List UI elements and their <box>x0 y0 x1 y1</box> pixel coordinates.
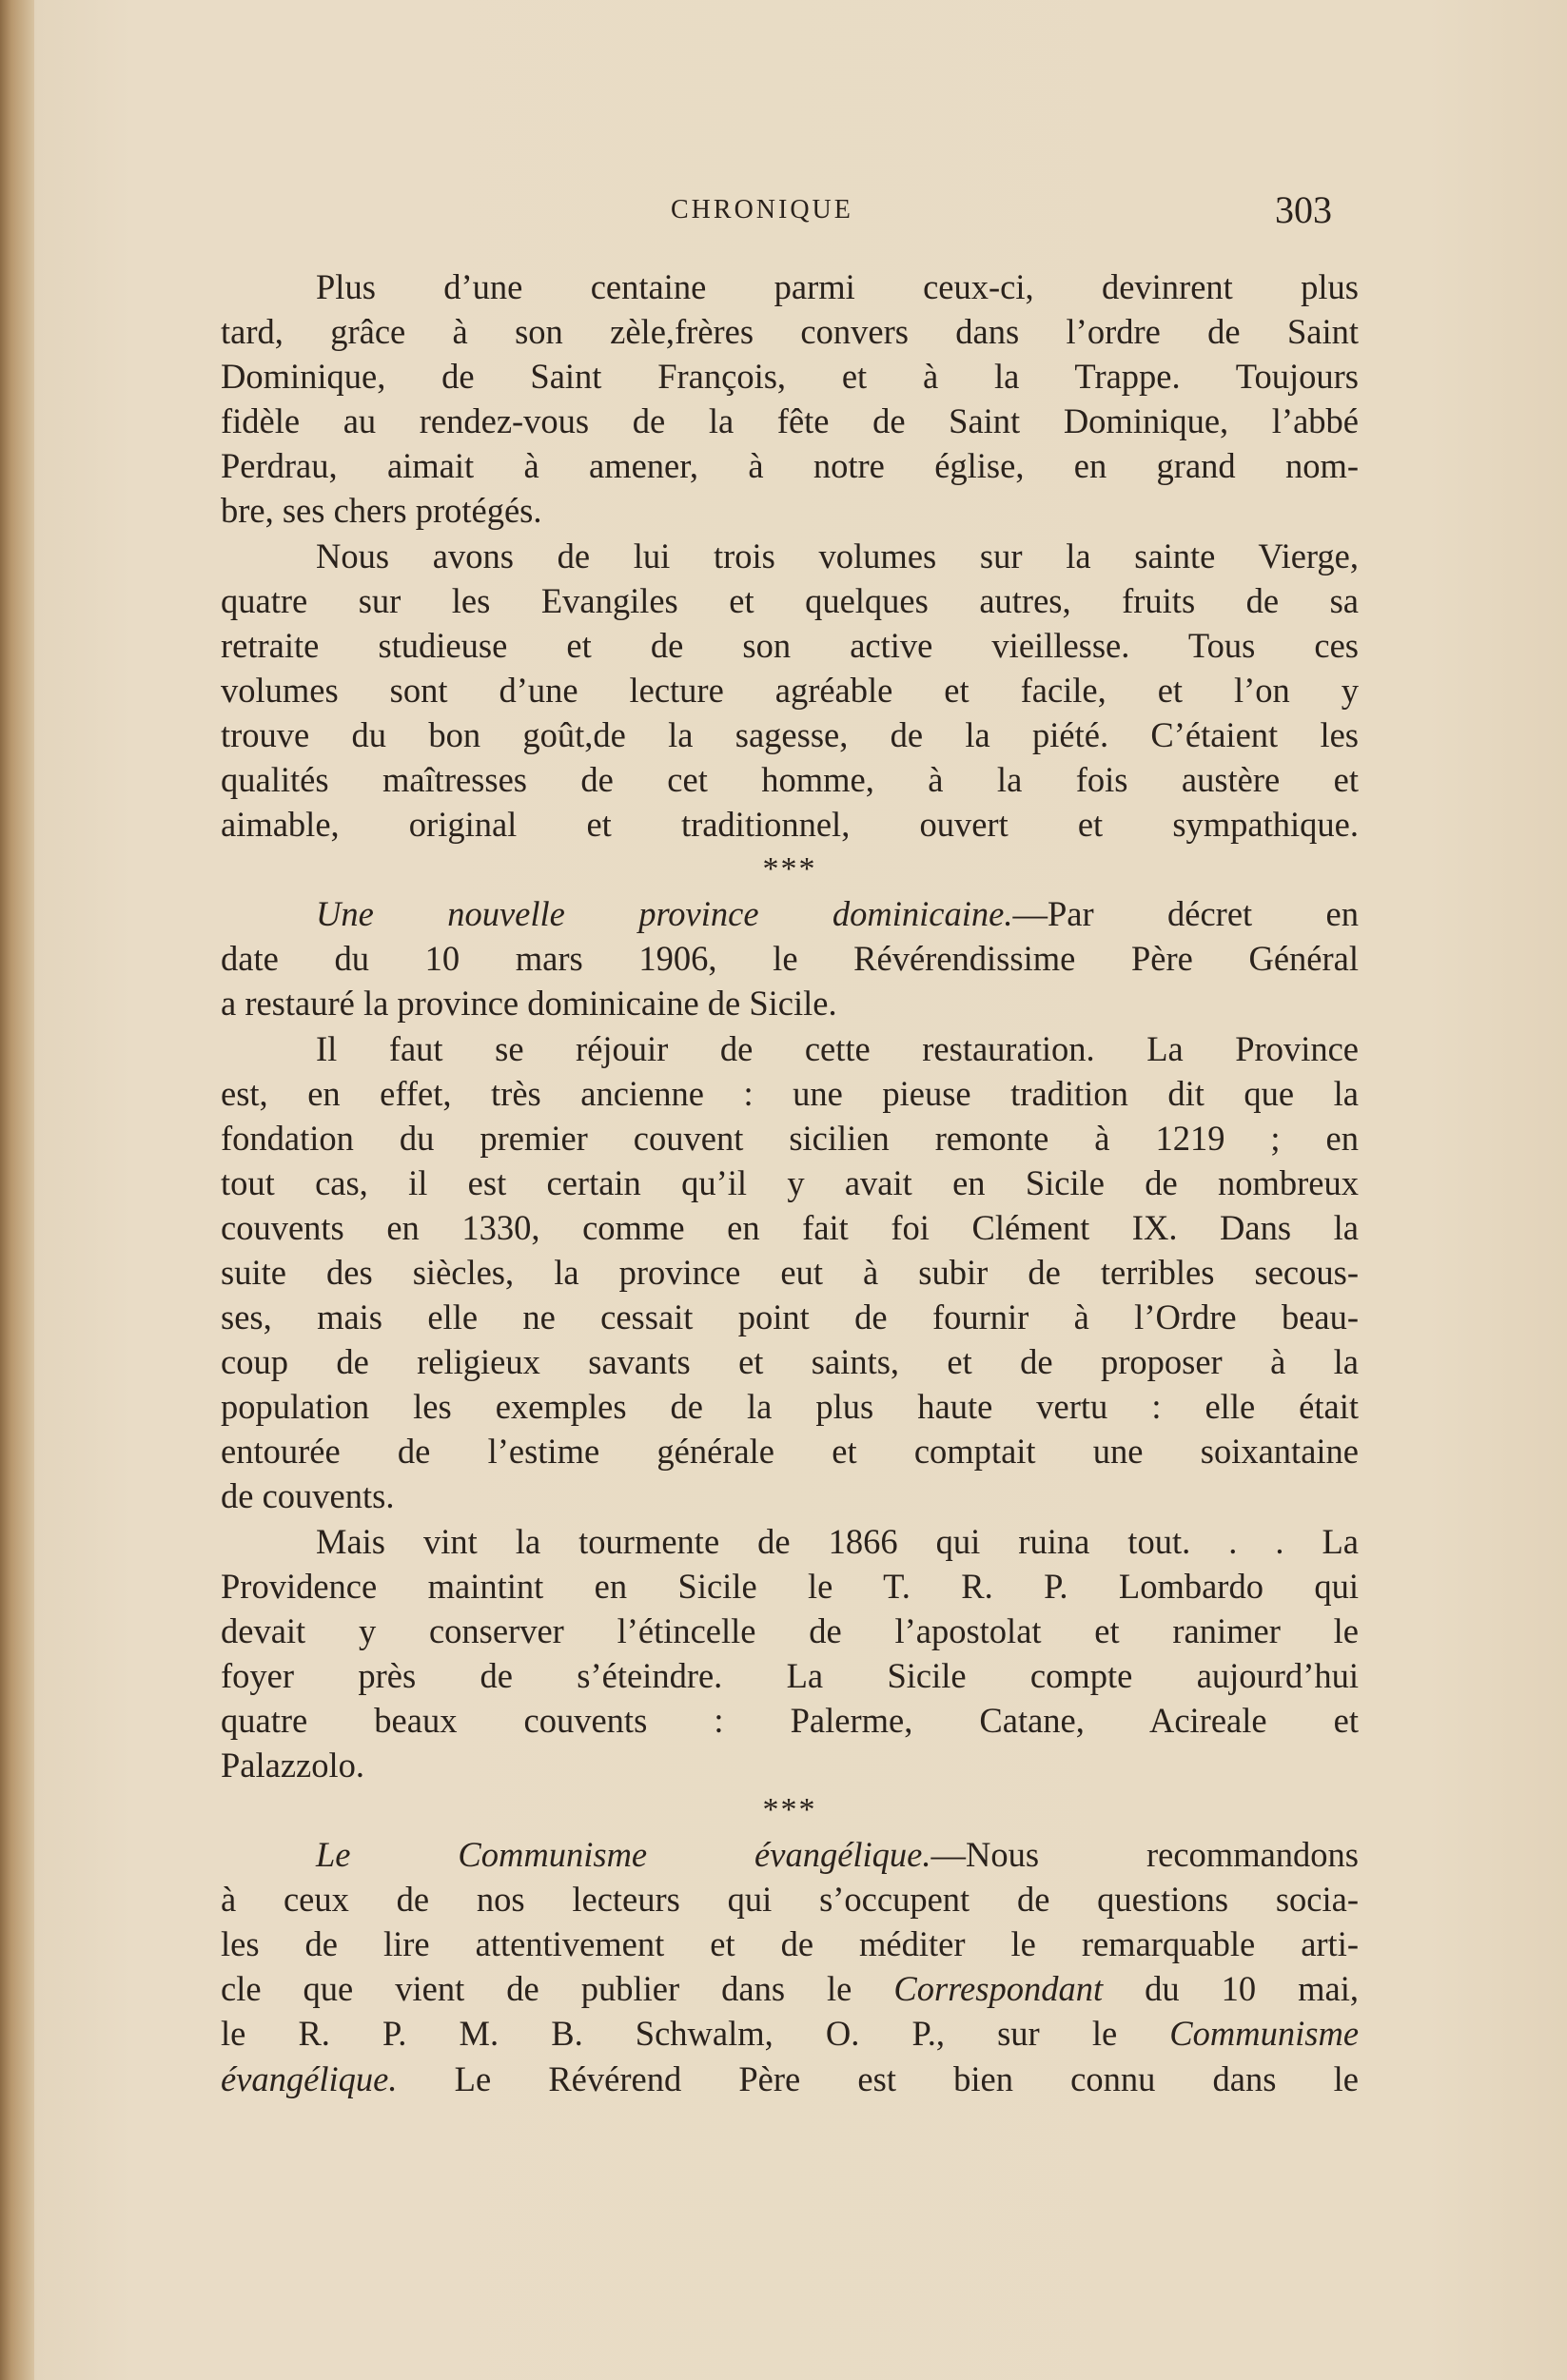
text-fragment: le R. P. M. B. Schwalm, O. P., sur le <box>221 2014 1118 2054</box>
text-line: date du 10 mars 1906, le Révérendissime Père Général <box>221 939 1359 979</box>
text-line: à ceux de nos lecteurs qui s’occupent de questions socia- <box>221 1880 1359 1920</box>
text-line: Perdrau, aimait à amener, à notre église, en grand nom- <box>221 446 1359 486</box>
section-asterism: *** <box>762 851 817 888</box>
text-line <box>221 1966 1359 2011</box>
text-line: Mais vint la tourmente de 1866 qui ruina tout. . . La <box>316 1521 1359 1561</box>
section-heading-line <box>221 891 1359 936</box>
text-line: est, en effet, très ancienne : une pieuse tradition dit que la <box>221 1073 1359 1113</box>
article-title: Communisme <box>1169 2014 1360 2054</box>
text-line: aimable, original et traditionnel, ouvert et sympathique. <box>221 805 1359 845</box>
text-line: quatre sur les Evangiles et quelques autres, fruits de sa <box>221 580 1359 620</box>
page-number: 303 <box>1275 188 1332 231</box>
text-line <box>221 2011 1359 2056</box>
text-line: a restauré la province dominicaine de Sicile. <box>221 984 837 1024</box>
running-head: CHRONIQUE <box>671 195 853 224</box>
article-title: évangélique. <box>221 2058 398 2098</box>
text-line: population les exemples de la plus haute vertu : elle était <box>221 1387 1359 1427</box>
text-line: Providence maintint en Sicile le T. R. P. Lombardo qui <box>221 1566 1359 1606</box>
text-line: quatre beaux couvents : Palerme, Catane, Acireale et <box>221 1700 1359 1740</box>
text-line: fidèle au rendez-vous de la fête de Saint Dominique, l’abbé <box>221 401 1359 441</box>
text-line: retraite studieuse et de son active vieillesse. Tous ces <box>221 625 1359 665</box>
section-title: Le Communisme évangélique. <box>316 1835 931 1875</box>
text-line: volumes sont d’une lecture agréable et facile, et l’on y <box>221 670 1359 710</box>
text-line: devait y conserver l’étincelle de l’apostolat et ranimer le <box>221 1610 1359 1650</box>
section-heading-line <box>221 1832 1359 1877</box>
text-line: bre, ses chers protégés. <box>221 491 542 531</box>
text-line: trouve du bon goût,de la sagesse, de la piété. C’étaient les <box>221 714 1359 754</box>
section-title: Une nouvelle province dominicaine. <box>316 894 1013 934</box>
text-fragment: du 10 mai, <box>1145 1969 1360 2009</box>
body-text <box>221 264 1359 2101</box>
text-line: Nous avons de lui trois volumes sur la sainte Vierge, <box>316 536 1359 575</box>
text-line: coup de religieux savants et saints, et de proposer à la <box>221 1342 1359 1382</box>
text-line: qualités maîtresses de cet homme, à la fois austère et <box>221 760 1359 800</box>
text-line: Plus d’une centaine parmi ceux-ci, devinrent plus <box>316 267 1359 306</box>
text-fragment: cle que vient de publier dans le <box>221 1969 852 2009</box>
text-line: suite des siècles, la province eut à subir de terribles secous- <box>221 1252 1359 1292</box>
text-line <box>221 2057 1359 2101</box>
book-binding-edge <box>0 0 34 2380</box>
text-line: tout cas, il est certain qu’il y avait en Sicile de nombreux <box>221 1162 1359 1202</box>
text-line: Il faut se réjouir de cette restauration. La Province <box>316 1028 1359 1068</box>
text-line: de couvents. <box>221 1476 395 1516</box>
text-fragment: —Nous recommandons <box>930 1835 1359 1875</box>
text-line: fondation du premier couvent sicilien remonte à 1219 ; en <box>221 1118 1359 1158</box>
text-line: foyer près de s’éteindre. La Sicile compte aujourd’hui <box>221 1655 1359 1695</box>
text-line: ses, mais elle ne cessait point de fournir à l’Ordre beau- <box>221 1297 1359 1337</box>
text-line: entourée de l’estime générale et comptait une soixantaine <box>221 1432 1359 1472</box>
periodical-title: Correspondant <box>893 1969 1104 2009</box>
text-line: tard, grâce à son zèle,frères convers dans l’ordre de Saint <box>221 312 1359 352</box>
text-fragment: Le Révérend Père est bien connu dans le <box>454 2058 1359 2098</box>
text-line: Palazzolo. <box>221 1746 365 1785</box>
text-line: Dominique, de Saint François, et à la Trappe. Toujours <box>221 357 1359 397</box>
page-header <box>219 188 1361 243</box>
text-line: couvents en 1330, comme en fait foi Clément IX. Dans la <box>221 1207 1359 1247</box>
section-asterism: *** <box>762 1792 817 1828</box>
text-fragment: —Par décret en <box>1012 894 1359 934</box>
text-line: les de lire attentivement et de méditer le remarquable arti- <box>221 1924 1359 1964</box>
